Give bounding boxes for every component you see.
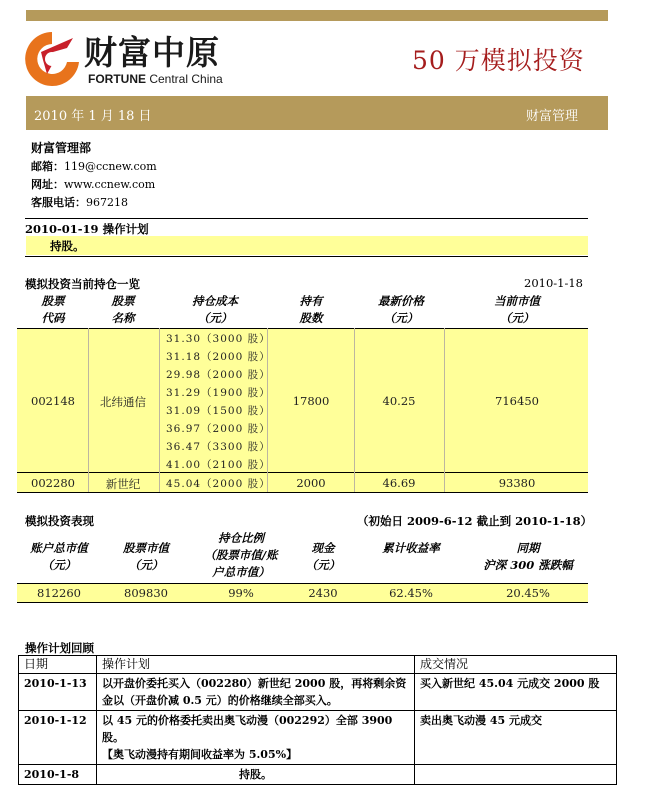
perf-index-value: 20.45% — [506, 586, 550, 600]
review-result: 卖出奥飞动漫 45 元成交 — [415, 711, 617, 765]
divider — [25, 256, 588, 257]
top-decor-bar — [26, 10, 608, 21]
table-cell-cost: 31.18（2000 股） — [166, 351, 271, 363]
plan-text: 持股。 — [50, 239, 85, 253]
review-plan-note: 【奥飞动漫持有期间收益率为 5.05%】 — [102, 748, 298, 761]
table-cell-cost: 36.47（3300 股） — [166, 441, 271, 453]
contact-dept: 财富管理部 — [31, 141, 92, 155]
col-shares-header: 持有 股数 — [299, 294, 323, 325]
perf-ratio-header: 持仓比例 （股票市值/账 户总市值） — [204, 531, 278, 579]
table-cell-code: 002148 — [31, 394, 75, 408]
col-price-header: 最新价格 （元） — [378, 294, 424, 325]
perf-return-value: 62.45% — [389, 586, 433, 600]
contact-email: 邮箱：119@ccnew.com — [31, 160, 157, 173]
divider — [17, 602, 588, 603]
perf-return-header: 累计收益率 — [382, 541, 440, 555]
col-value-header: 当前市值 （元） — [494, 294, 540, 325]
review-table — [18, 655, 617, 785]
col-divider — [354, 328, 355, 492]
perf-index-header: 同期 沪深 300 涨跌幅 — [483, 541, 573, 572]
review-plan-header: 操作计划 — [97, 656, 415, 674]
table-cell-value: 93380 — [498, 476, 536, 490]
table-cell-code: 002280 — [31, 476, 75, 490]
review-result-header: 成交情况 — [415, 656, 617, 674]
perf-total-value: 812260 — [37, 586, 81, 600]
performance-title: 模拟投资表现 — [25, 514, 94, 528]
table-row — [19, 765, 617, 785]
review-date-header: 日期 — [19, 656, 97, 674]
department-label: 财富管理 — [525, 109, 578, 124]
divider — [17, 472, 588, 473]
review-date: 2010-1-8 — [19, 765, 97, 785]
table-cell-name: 北纬通信 — [100, 395, 146, 409]
plan-heading: 2010-01-19 操作计划 — [25, 222, 149, 236]
review-plan: 以 45 元的价格委托卖出奥飞动漫（002292）全部 3900 股。 — [102, 714, 393, 744]
review-date: 2010-1-12 — [19, 711, 97, 765]
col-name-header: 股票 名称 — [111, 294, 135, 325]
table-cell-cost: 45.04（2000 股） — [166, 478, 271, 490]
table-cell-shares: 17800 — [292, 394, 330, 408]
table-cell-cost: 41.00（2100 股） — [166, 459, 271, 471]
performance-period: （初始日 2009-6-12 截止到 2010-1-18） — [357, 514, 593, 528]
perf-stock-header: 股票市值 （元） — [123, 541, 169, 572]
contact-phone: 客服电话：967218 — [31, 196, 128, 209]
divider — [17, 583, 588, 584]
table-row — [19, 711, 617, 765]
review-result: 买入新世纪 45.04 元成交 2000 股 — [415, 674, 617, 711]
divider — [17, 328, 588, 329]
review-plan-cell — [97, 711, 415, 765]
holdings-date: 2010-1-18 — [524, 276, 583, 290]
logo-english-text: FORTUNE Central China — [88, 72, 223, 86]
col-divider — [444, 328, 445, 492]
col-divider — [88, 328, 89, 492]
holdings-title: 模拟投资当前持仓一览 — [25, 277, 140, 291]
perf-total-header: 账户总市值 （元） — [30, 541, 88, 572]
site-link[interactable]: www.ccnew.com — [64, 178, 156, 191]
col-divider — [159, 328, 160, 492]
table-cell-cost: 31.09（1500 股） — [166, 405, 271, 417]
email-link[interactable]: 119@ccnew.com — [64, 160, 157, 173]
holdings-table-body — [17, 328, 588, 492]
fortune-logo-icon — [23, 30, 81, 86]
table-cell-cost: 36.97（2000 股） — [166, 423, 271, 435]
table-cell-name: 新世纪 — [105, 477, 141, 491]
perf-stock-value: 809830 — [124, 586, 168, 600]
divider — [17, 492, 588, 493]
contact-site: 网址：www.ccnew.com — [31, 178, 156, 191]
table-cell-cost: 31.30（3000 股） — [166, 333, 271, 345]
review-plan: 持股。 — [97, 765, 415, 785]
table-cell-cost: 29.98（2000 股） — [166, 369, 271, 381]
report-title: 50 万模拟投资 — [412, 46, 585, 75]
perf-ratio-value: 99% — [228, 586, 254, 600]
logo-chinese-text: 财富中原 — [84, 33, 220, 72]
review-date: 2010-1-13 — [19, 674, 97, 711]
table-cell-shares: 2000 — [296, 476, 326, 490]
table-cell-price: 40.25 — [382, 394, 416, 408]
table-cell-cost: 31.29（1900 股） — [166, 387, 271, 399]
report-date: 2010 年 1 月 18 日 — [34, 109, 152, 124]
date-bar — [26, 96, 608, 130]
col-code-header: 股票 代码 — [41, 294, 65, 325]
divider — [25, 218, 588, 219]
plan-body — [26, 236, 588, 255]
table-cell-value: 716450 — [495, 394, 539, 408]
perf-cash-header: 现金 （元） — [305, 541, 341, 572]
review-title: 操作计划回顾 — [25, 641, 94, 655]
table-row — [19, 674, 617, 711]
review-result — [415, 765, 617, 785]
table-cell-price: 46.69 — [382, 476, 416, 490]
perf-cash-value: 2430 — [308, 586, 338, 600]
col-cost-header: 持仓成本 （元） — [192, 294, 238, 325]
review-plan: 以开盘价委托买入（002280）新世纪 2000 股，再将剩余资金以（开盘价减 0.5 元）的价格继续全部买入。 — [97, 674, 415, 711]
